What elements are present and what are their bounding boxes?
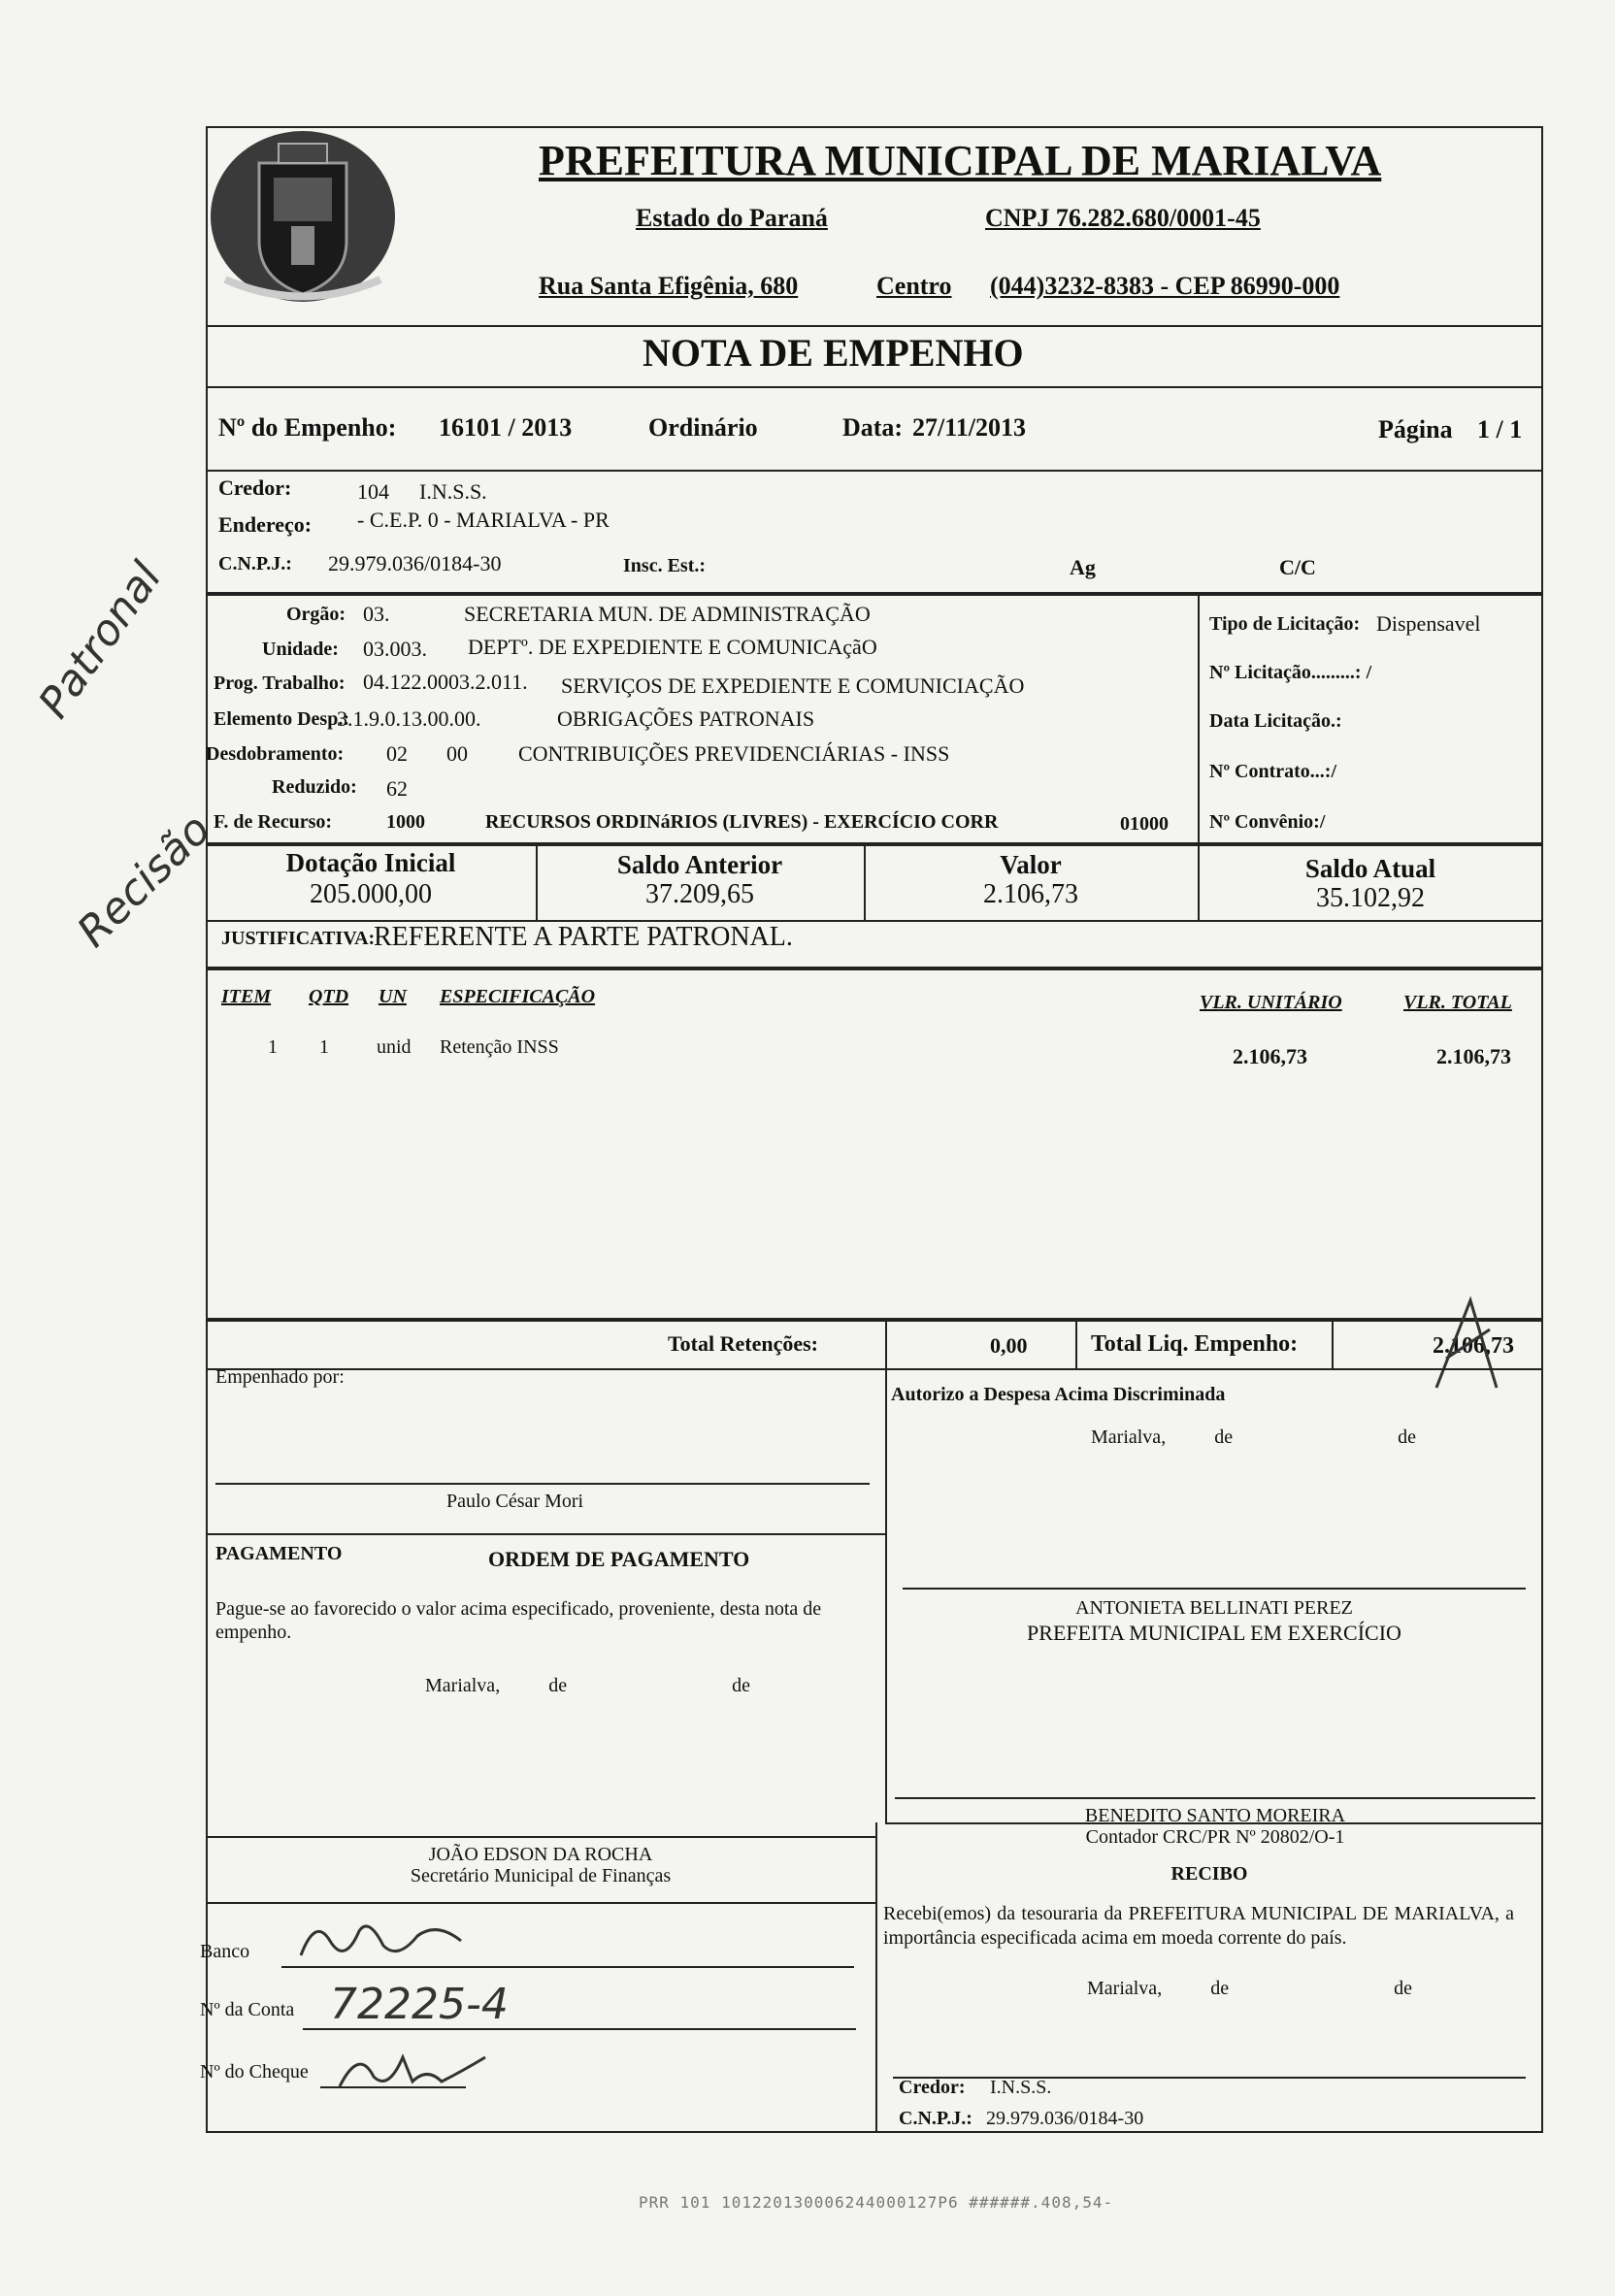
table-row-qtd: 1: [319, 1036, 329, 1058]
credor-name: I.N.S.S.: [419, 479, 487, 504]
elemento-code: 3.1.9.0.13.00.00.: [337, 706, 481, 731]
empenho-number-label: Nº do Empenho:: [218, 413, 397, 442]
empenhado-name: Paulo César Mori: [446, 1491, 584, 1512]
marialva-date-1: Marialva, de de: [1091, 1427, 1416, 1448]
licitacao-tipo-label: Tipo de Licitação:: [1209, 613, 1361, 635]
credor-label: Credor:: [218, 476, 292, 500]
empenho-number: 16101 / 2013: [439, 413, 573, 442]
cnpj-value: 29.979.036/0184-30: [328, 551, 502, 575]
dotacao-value: 205.000,00: [310, 879, 432, 909]
prog-trabalho-code: 04.122.0003.2.011.: [363, 670, 528, 694]
recibo-label: RECIBO: [1170, 1863, 1248, 1885]
retencoes-value: 0,00: [990, 1333, 1028, 1358]
banco-label: Banco: [200, 1941, 250, 1962]
footer-code: PRR 101 101220130006244000127P6 ######.408,54-: [639, 2193, 1114, 2212]
retencoes-label: Total Retenções:: [668, 1331, 818, 1356]
valor-value: 2.106,73: [983, 879, 1078, 909]
cheque-label: Nº do Cheque: [200, 2061, 309, 2083]
desdobramento-b: 00: [446, 741, 468, 766]
items-header-espec: ESPECIFICAÇÃO: [440, 986, 596, 1007]
date-value: 27/11/2013: [912, 413, 1027, 442]
orgao-label: Orgão:: [286, 604, 346, 625]
table-row-vlr-total: 2.106,73: [1436, 1044, 1511, 1068]
items-header-un: UN: [379, 986, 407, 1007]
prefeita-name: ANTONIETA BELLINATI PEREZ: [1075, 1597, 1353, 1619]
page-title: PREFEITURA MUNICIPAL DE MARIALVA: [539, 137, 1382, 184]
empenhado-label: Empenhado por:: [215, 1366, 345, 1388]
total-liq-value: 2.106,73: [1433, 1333, 1514, 1359]
cnpj-header: CNPJ 76.282.680/0001-45: [985, 204, 1261, 232]
handwritten-annotation-1: Patronal: [29, 553, 172, 728]
saldo-anterior-label: Saldo Anterior: [616, 850, 783, 879]
credor-code: 104: [357, 479, 389, 504]
page-label: Página: [1378, 415, 1453, 443]
recurso-label: F. de Recurso:: [214, 811, 333, 833]
conta-label: Nº da Conta: [200, 1999, 295, 2020]
marialva-date-2: Marialva, de de: [425, 1675, 750, 1696]
orgao-code: 03.: [363, 602, 390, 626]
phone-cep: (044)3232-8383 - CEP 86990-000: [990, 272, 1340, 300]
recibo-credor-label: Credor:: [899, 2077, 966, 2098]
items-header-qtd: QTD: [309, 986, 349, 1007]
valor-label: Valor: [1000, 850, 1062, 879]
secretario-title: Secretário Municipal de Finanças: [410, 1865, 672, 1886]
convenio-number: Nº Convênio:/: [1209, 811, 1326, 833]
licitacao-tipo: Dispensavel: [1376, 611, 1481, 636]
items-header-item: ITEM: [221, 986, 272, 1007]
items-header-vlr-unit: VLR. UNITÁRIO: [1200, 992, 1342, 1013]
cheque-signature: [330, 2038, 505, 2096]
cnpj-label: C.N.P.J.:: [218, 553, 292, 574]
autorizo-text: Autorizo a Despesa Acima Discriminada: [891, 1384, 1226, 1405]
cc-label: C/C: [1279, 555, 1316, 579]
reduzido-value: 62: [386, 776, 408, 801]
saldo-anterior-value: 37.209,65: [645, 879, 754, 909]
prog-trabalho-name: SERVIÇOS DE EXPEDIENTE E COMUNICIAÇÃO: [561, 673, 1025, 698]
unidade-label: Unidade:: [262, 639, 339, 660]
conta-handwritten: 72225-4: [330, 1980, 509, 2029]
prog-trabalho-label: Prog. Trabalho:: [214, 672, 346, 694]
banco-signature: [291, 1912, 485, 1970]
licitacao-data: Data Licitação.:: [1209, 710, 1342, 732]
items-box: [206, 968, 1543, 1320]
recibo-cnpj-label: C.N.P.J.:: [899, 2108, 972, 2129]
licitacao-numero: Nº Licitação.........: /: [1209, 662, 1372, 683]
contador-title: Contador CRC/PR Nº 20802/O-1: [1085, 1826, 1345, 1848]
endereco-value: - C.E.P. 0 - MARIALVA - PR: [357, 508, 610, 532]
justificativa-label: JUSTIFICATIVA:: [221, 928, 376, 949]
recibo-cnpj: 29.979.036/0184-30: [986, 2108, 1144, 2129]
ordem-pagamento-label: ORDEM DE PAGAMENTO: [488, 1547, 750, 1571]
secretario-name: JOÃO EDSON DA ROCHA: [428, 1844, 653, 1865]
state-name: Estado do Paraná: [636, 204, 828, 232]
contrato-number: Nº Contrato...:/: [1209, 761, 1337, 782]
saldo-atual-value: 35.102,92: [1316, 883, 1425, 913]
district: Centro: [876, 272, 952, 300]
insc-est-label: Insc. Est.:: [623, 555, 707, 576]
prefeita-title: PREFEITA MUNICIPAL EM EXERCÍCIO: [1027, 1621, 1401, 1645]
recurso-code-2: 01000: [1120, 813, 1169, 835]
pagamento-label: PAGAMENTO: [215, 1543, 343, 1564]
table-row-un: unid: [377, 1036, 412, 1058]
ag-label: Ag: [1070, 555, 1096, 579]
items-header-vlr-total: VLR. TOTAL: [1403, 992, 1512, 1013]
desdobramento-name: CONTRIBUIÇÕES PREVIDENCIÁRIAS - INSS: [518, 741, 950, 766]
desdobramento-a: 02: [386, 741, 408, 766]
endereco-label: Endereço:: [218, 512, 313, 537]
recibo-text: Recebi(emos) da tesouraria da PREFEITURA MUNICIPAL DE MARIALVA, a importância especificada acima em moeda corrente do país.: [883, 1903, 1514, 1949]
document-title: NOTA DE EMPENHO: [643, 331, 1024, 375]
street-address: Rua Santa Efigênia, 680: [539, 272, 799, 300]
table-row-vlr-unit: 2.106,73: [1233, 1044, 1307, 1068]
pague-text: Pague-se ao favorecido o valor acima especificado, proveniente, desta nota de empenho.: [215, 1598, 822, 1643]
recibo-credor-name: I.N.S.S.: [990, 2077, 1052, 2098]
saldo-atual-label: Saldo Atual: [1304, 854, 1436, 883]
dotacao-label: Dotação Inicial: [285, 848, 456, 877]
orgao-name: SECRETARIA MUN. DE ADMINISTRAÇÃO: [464, 602, 871, 626]
reduzido-label: Reduzido:: [272, 776, 357, 798]
elemento-label: Elemento Desp.:: [214, 708, 349, 730]
marialva-date-3: Marialva, de de: [1087, 1978, 1412, 1999]
page-number: 1 / 1: [1477, 415, 1523, 443]
totals-box: [206, 1320, 1543, 1370]
recurso-code: 1000: [386, 811, 425, 833]
table-row-item: 1: [268, 1036, 278, 1058]
elemento-name: OBRIGAÇÕES PATRONAIS: [557, 706, 815, 731]
unidade-name: DEPTº. DE EXPEDIENTE E COMUNICAçãO: [468, 635, 877, 659]
justificativa-text: REFERENTE A PARTE PATRONAL.: [374, 922, 793, 952]
recurso-name: RECURSOS ORDINáRIOS (LIVRES) - EXERCÍCIO CORR: [485, 811, 999, 833]
contador-name: BENEDITO SANTO MOREIRA: [1084, 1805, 1346, 1826]
total-liq-label: Total Liq. Empenho:: [1091, 1331, 1299, 1357]
desdobramento-label: Desdobramento:: [206, 743, 345, 765]
empenho-type: Ordinário: [648, 413, 758, 442]
table-row-espec: Retenção INSS: [440, 1036, 559, 1058]
handwritten-annotation-2: Recisão: [68, 804, 220, 958]
date-label: Data:: [842, 413, 904, 442]
unidade-code: 03.003.: [363, 637, 427, 661]
